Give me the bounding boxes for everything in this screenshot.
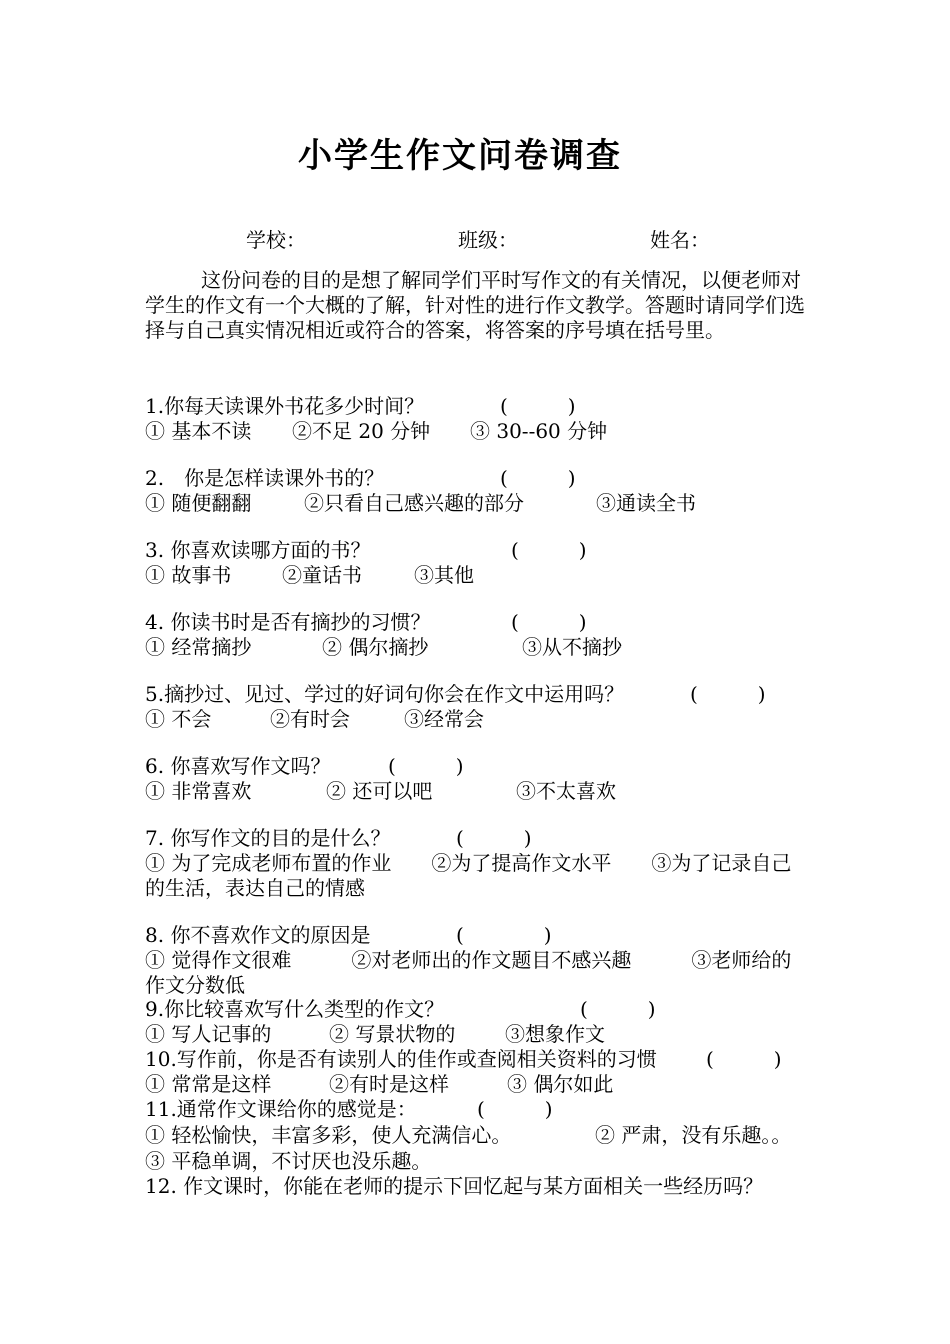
option-5-1: ① 不会 xyxy=(145,707,212,731)
option-11-1: ① 轻松愉快，丰富多彩，使人充满信心。 xyxy=(145,1123,512,1147)
option-1-2: ②不足 20 分钟 xyxy=(292,419,431,443)
option-5-2: ②有时会 xyxy=(270,707,350,731)
options-7: ① 为了完成老师布置的作业 ②为了提高作文水平 ③为了记录自己的生活，表达自己的情感 xyxy=(145,851,792,900)
answer-blank-6: ( ) xyxy=(388,754,464,778)
option-10-2: ②有时是这样 xyxy=(329,1072,449,1096)
school-label: 学校： xyxy=(246,228,306,252)
answer-blank-9: ( ) xyxy=(580,997,656,1021)
answer-blank-11: ( ) xyxy=(477,1097,553,1121)
options-8: ① 觉得作文很难 ②对老师出的作文题目不感兴趣 ③老师给的作文分数低 xyxy=(145,948,792,997)
name-label: 姓名： xyxy=(650,228,710,252)
option-1-3: ③ 30--60 分钟 xyxy=(470,419,608,443)
answer-blank-2: ( ) xyxy=(500,466,576,490)
question-1: 1.你每天读课外书花多少时间？ xyxy=(145,394,425,418)
answer-blank-4: ( ) xyxy=(511,610,587,634)
option-4-1: ① 经常摘抄 xyxy=(145,635,252,659)
question-5: 5.摘抄过、见过、学过的好词句你会在作文中运用吗？ xyxy=(145,682,625,706)
question-4: 4. 你读书时是否有摘抄的习惯？ xyxy=(145,610,431,634)
option-11-3: ③ 平稳单调，不讨厌也没乐趣。 xyxy=(145,1149,432,1173)
answer-blank-7: ( ) xyxy=(456,826,532,850)
option-10-1: ① 常常是这样 xyxy=(145,1072,272,1096)
option-3-1: ① 故事书 xyxy=(145,563,232,587)
class-label: 班级： xyxy=(458,228,518,252)
option-2-2: ②只看自己感兴趣的部分 xyxy=(304,491,524,515)
option-2-3: ③通读全书 xyxy=(596,491,696,515)
question-2: 2. 你是怎样读课外书的？ xyxy=(145,466,385,490)
intro-paragraph: 这份问卷的目的是想了解同学们平时写作文的有关情况，以便老师对学生的作文有一个大概的了解，针对性的进行作文教学。答题时请同学们选择与自己真实情况相近或符合的答案，将答案的序号填在括号里。 xyxy=(145,268,805,342)
option-6-1: ① 非常喜欢 xyxy=(145,779,252,803)
option-9-1: ① 写人记事的 xyxy=(145,1022,272,1046)
option-4-3: ③从不摘抄 xyxy=(522,635,622,659)
answer-blank-1: ( ) xyxy=(500,394,576,418)
option-5-3: ③经常会 xyxy=(404,707,484,731)
question-3: 3. 你喜欢读哪方面的书？ xyxy=(145,538,371,562)
answer-blank-10: ( ) xyxy=(706,1047,782,1071)
option-10-3: ③ 偶尔如此 xyxy=(507,1072,614,1096)
option-9-3: ③想象作文 xyxy=(505,1022,605,1046)
option-3-2: ②童话书 xyxy=(282,563,362,587)
answer-blank-5: ( ) xyxy=(690,682,766,706)
option-11-2: ② 严肃，没有乐趣。。 xyxy=(595,1123,792,1147)
question-11: 11.通常作文课给你的感觉是： xyxy=(145,1097,417,1121)
option-6-3: ③不太喜欢 xyxy=(516,779,616,803)
option-2-1: ① 随便翻翻 xyxy=(145,491,252,515)
question-7: 7. 你写作文的目的是什么？ xyxy=(145,826,391,850)
question-9: 9.你比较喜欢写什么类型的作文？ xyxy=(145,997,445,1021)
question-10: 10.写作前，你是否有读别人的佳作或查阅相关资料的习惯 xyxy=(145,1047,657,1071)
option-1-1: ① 基本不读 xyxy=(145,419,252,443)
question-12: 12. 作文课时，你能在老师的提示下回忆起与某方面相关一些经历吗？ xyxy=(145,1174,764,1198)
page-title: 小学生作文问卷调查 xyxy=(298,136,622,176)
answer-blank-8: ( ) xyxy=(456,923,552,947)
option-9-2: ② 写景状物的 xyxy=(329,1022,456,1046)
question-8: 8. 你不喜欢作文的原因是 xyxy=(145,923,371,947)
option-6-2: ② 还可以吧 xyxy=(326,779,433,803)
question-6: 6. 你喜欢写作文吗？ xyxy=(145,754,331,778)
option-4-2: ② 偶尔摘抄 xyxy=(322,635,429,659)
option-3-3: ③其他 xyxy=(414,563,474,587)
answer-blank-3: ( ) xyxy=(511,538,587,562)
